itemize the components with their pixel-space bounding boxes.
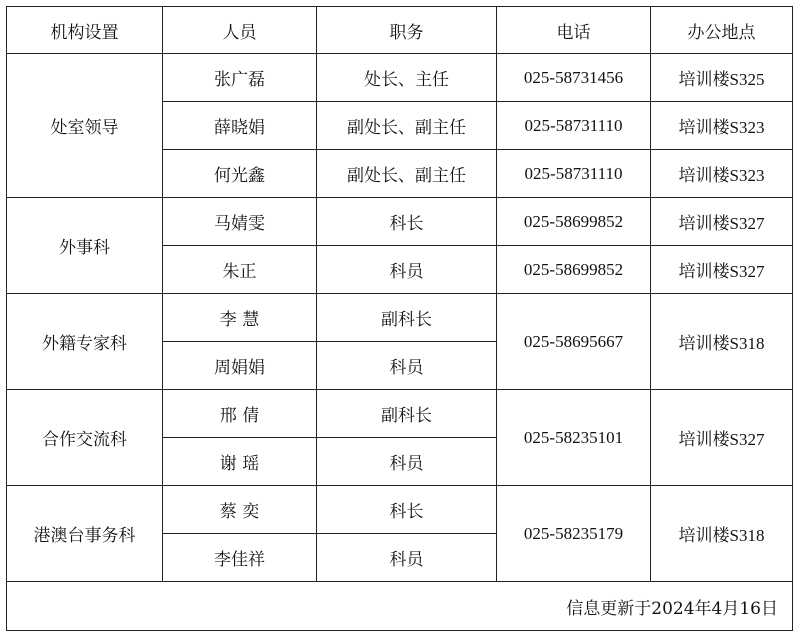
- phone-cell: 025-58235101: [497, 390, 651, 486]
- update-date-note: 信息更新于2024年4月16日: [7, 582, 793, 631]
- position-cell: 副科长: [317, 294, 497, 342]
- phone-cell: 025-58699852: [497, 198, 651, 246]
- position-cell: 副科长: [317, 390, 497, 438]
- header-row: [7, 7, 793, 54]
- person-cell: 谢 瑶: [163, 438, 317, 486]
- office-cell: 培训楼S325: [651, 54, 793, 102]
- person-cell: 李 慧: [163, 294, 317, 342]
- person-cell: 张广磊: [163, 54, 317, 102]
- phone-cell: 025-58731456: [497, 54, 651, 102]
- position-cell: 副处长、副主任: [317, 150, 497, 198]
- phone-cell: 025-58235179: [497, 486, 651, 582]
- office-cell: 培训楼S323: [651, 102, 793, 150]
- office-cell: 培训楼S318: [651, 294, 793, 390]
- person-cell: 邢 倩: [163, 390, 317, 438]
- office-cell: 培训楼S323: [651, 150, 793, 198]
- header-position: 职务: [317, 7, 497, 54]
- table-row: [7, 486, 793, 534]
- person-cell: 薛晓娟: [163, 102, 317, 150]
- org-cell: 港澳台事务科: [7, 486, 163, 582]
- position-cell: 科员: [317, 534, 497, 582]
- table-row: [7, 198, 793, 246]
- person-cell: 蔡 奕: [163, 486, 317, 534]
- phone-cell: 025-58731110: [497, 102, 651, 150]
- position-cell: 科员: [317, 438, 497, 486]
- position-cell: 副处长、副主任: [317, 102, 497, 150]
- org-cell: 合作交流科: [7, 390, 163, 486]
- person-cell: 李佳祥: [163, 534, 317, 582]
- person-cell: 朱正: [163, 246, 317, 294]
- table-row: [7, 54, 793, 102]
- header-phone: 电话: [497, 7, 651, 54]
- office-cell: 培训楼S327: [651, 246, 793, 294]
- header-office: 办公地点: [651, 7, 793, 54]
- position-cell: 科长: [317, 486, 497, 534]
- position-cell: 处长、主任: [317, 54, 497, 102]
- office-cell: 培训楼S327: [651, 198, 793, 246]
- person-cell: 周娟娟: [163, 342, 317, 390]
- person-cell: 何光鑫: [163, 150, 317, 198]
- table-row: [7, 390, 793, 438]
- header-person: 人员: [163, 7, 317, 54]
- position-cell: 科长: [317, 198, 497, 246]
- org-cell: 外籍专家科: [7, 294, 163, 390]
- office-cell: 培训楼S327: [651, 390, 793, 486]
- contacts-table: [6, 6, 793, 631]
- office-cell: 培训楼S318: [651, 486, 793, 582]
- org-cell: 外事科: [7, 198, 163, 294]
- table-row: [7, 294, 793, 342]
- phone-cell: 025-58699852: [497, 246, 651, 294]
- position-cell: 科员: [317, 246, 497, 294]
- org-cell: 处室领导: [7, 54, 163, 198]
- footer-row: [7, 582, 793, 631]
- phone-cell: 025-58695667: [497, 294, 651, 390]
- person-cell: 马婧雯: [163, 198, 317, 246]
- position-cell: 科员: [317, 342, 497, 390]
- phone-cell: 025-58731110: [497, 150, 651, 198]
- header-org: 机构设置: [7, 7, 163, 54]
